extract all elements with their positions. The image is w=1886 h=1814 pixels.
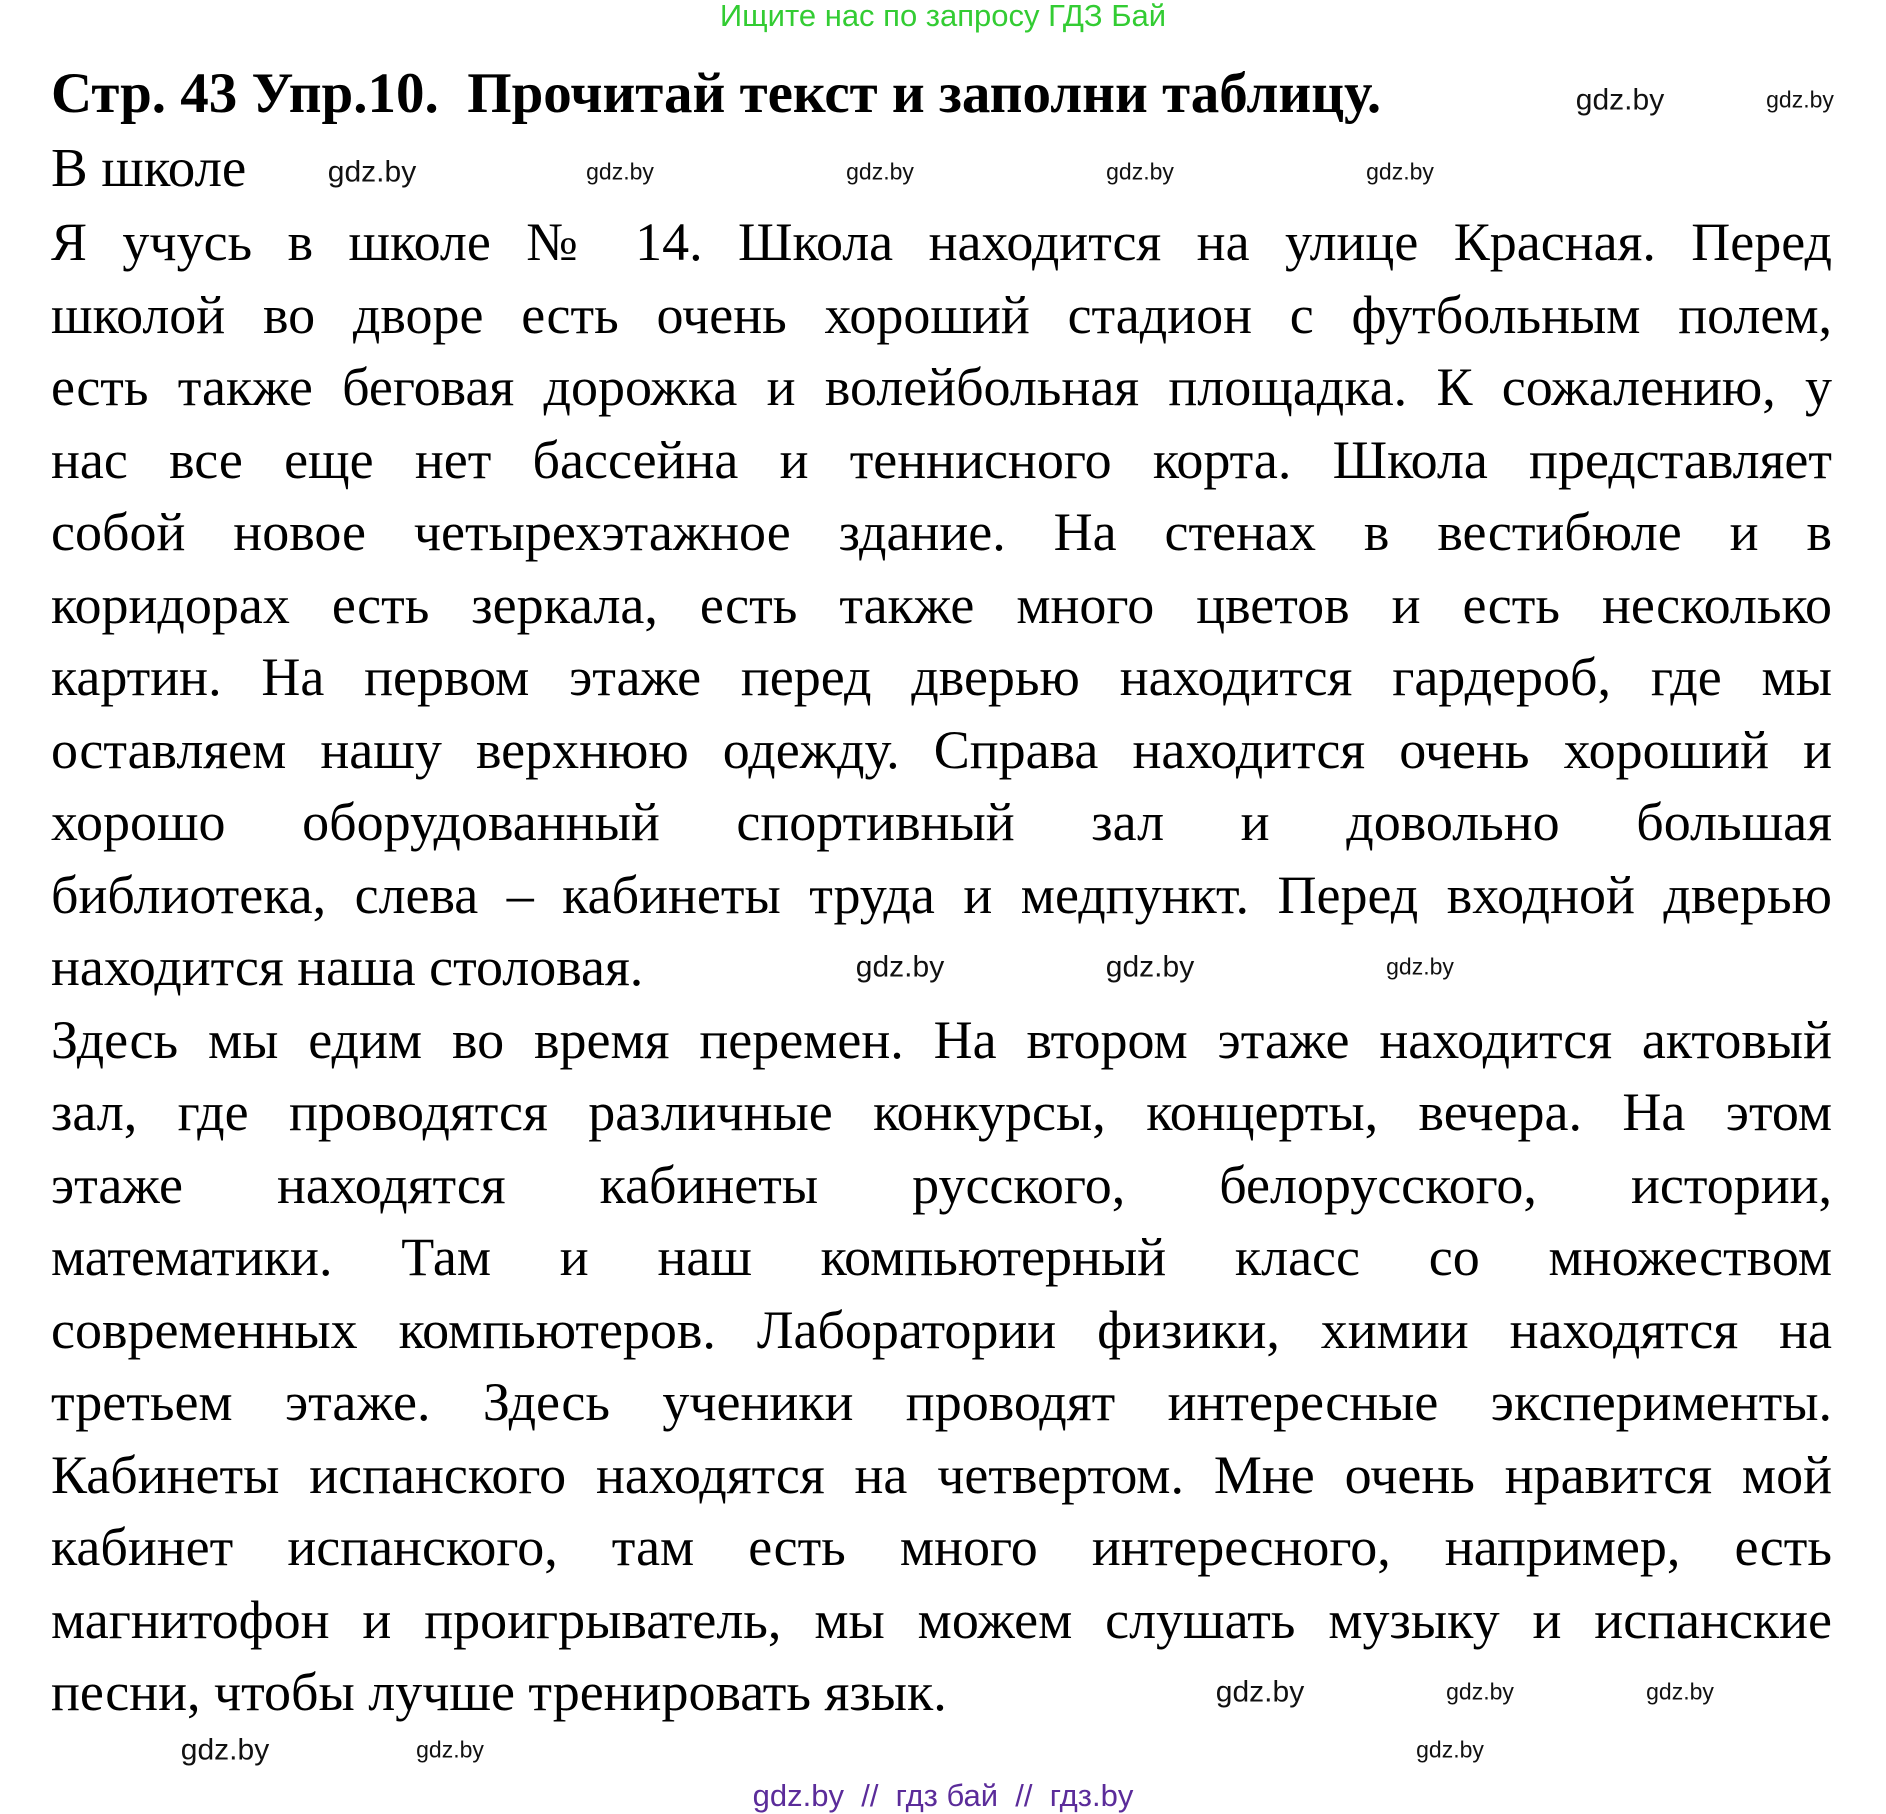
watermark: gdz.by <box>180 1733 270 1767</box>
text-line: картин. На первом этаже перед дверью находится гардероб, где мы <box>51 647 1832 707</box>
text-line: находится наша столовая. <box>51 937 644 997</box>
footer-banner: gdz.by // гдз бай // гдз.by <box>752 1778 1134 1813</box>
text-line: математики. Там и наш компьютерный класс со множеством <box>51 1227 1832 1287</box>
exercise-title: Стр. 43 Упр.10. Прочитай текст и заполни таблицу. <box>51 62 1382 125</box>
watermark: gdz.by <box>1446 1678 1514 1705</box>
text-line: современных компьютеров. Лаборатории физики, химии находятся на <box>51 1300 1832 1360</box>
search-banner: Ищите нас по запросу ГДЗ Бай <box>719 0 1167 33</box>
watermark: gdz.by <box>846 158 914 185</box>
watermark: gdz.by <box>1646 1678 1714 1705</box>
watermark: gdz.by <box>416 1736 484 1763</box>
watermark: gdz.by <box>855 950 945 984</box>
watermark: gdz.by <box>1215 1675 1305 1709</box>
text-line: школой во дворе есть очень хороший стадион с футбольным полем, <box>51 285 1832 345</box>
text-line: этаже находятся кабинеты русского, белорусского, истории, <box>51 1155 1832 1215</box>
watermark: gdz.by <box>327 155 417 189</box>
text-line: Я учусь в школе № 14. Школа находится на улице Красная. Перед <box>51 212 1832 272</box>
watermark: gdz.by <box>586 158 654 185</box>
text-line: зал, где проводятся различные конкурсы, концерты, вечера. На этом <box>51 1082 1832 1142</box>
watermark: gdz.by <box>1386 953 1454 980</box>
watermark: gdz.by <box>1416 1736 1484 1763</box>
text-line: оставляем нашу верхнюю одежду. Справа находится очень хороший и <box>51 720 1832 780</box>
text-line: кабинет испанского, там есть много интересного, например, есть <box>51 1517 1832 1577</box>
text-line: библиотека, слева – кабинеты труда и медпункт. Перед входной дверью <box>51 865 1832 925</box>
text-line: Здесь мы едим во время перемен. На втором этаже находится актовый <box>51 1010 1832 1070</box>
text-line: песни, чтобы лучше тренировать язык. <box>51 1662 947 1722</box>
watermark: gdz.by <box>1105 950 1195 984</box>
text-line: собой новое четырехэтажное здание. На стенах в вестибюле и в <box>51 502 1832 562</box>
text-line: магнитофон и проигрыватель, мы можем слушать музыку и испанские <box>51 1590 1832 1650</box>
text-line: нас все еще нет бассейна и теннисного корта. Школа представляет <box>51 430 1832 490</box>
text-line: есть также беговая дорожка и волейбольная площадка. К сожалению, у <box>51 357 1832 417</box>
text-line: коридорах есть зеркала, есть также много цветов и есть несколько <box>51 575 1832 635</box>
watermark: gdz.by <box>1575 83 1665 117</box>
watermark: gdz.by <box>1106 158 1174 185</box>
text-line: Кабинеты испанского находятся на четвертом. Мне очень нравится мой <box>51 1445 1832 1505</box>
watermark: gdz.by <box>1366 158 1434 185</box>
text-line: хорошо оборудованный спортивный зал и довольно большая <box>51 792 1832 852</box>
text-heading: В школе <box>51 137 247 198</box>
text-line: третьем этаже. Здесь ученики проводят интересные эксперименты. <box>51 1372 1832 1432</box>
watermark: gdz.by <box>1766 86 1834 113</box>
